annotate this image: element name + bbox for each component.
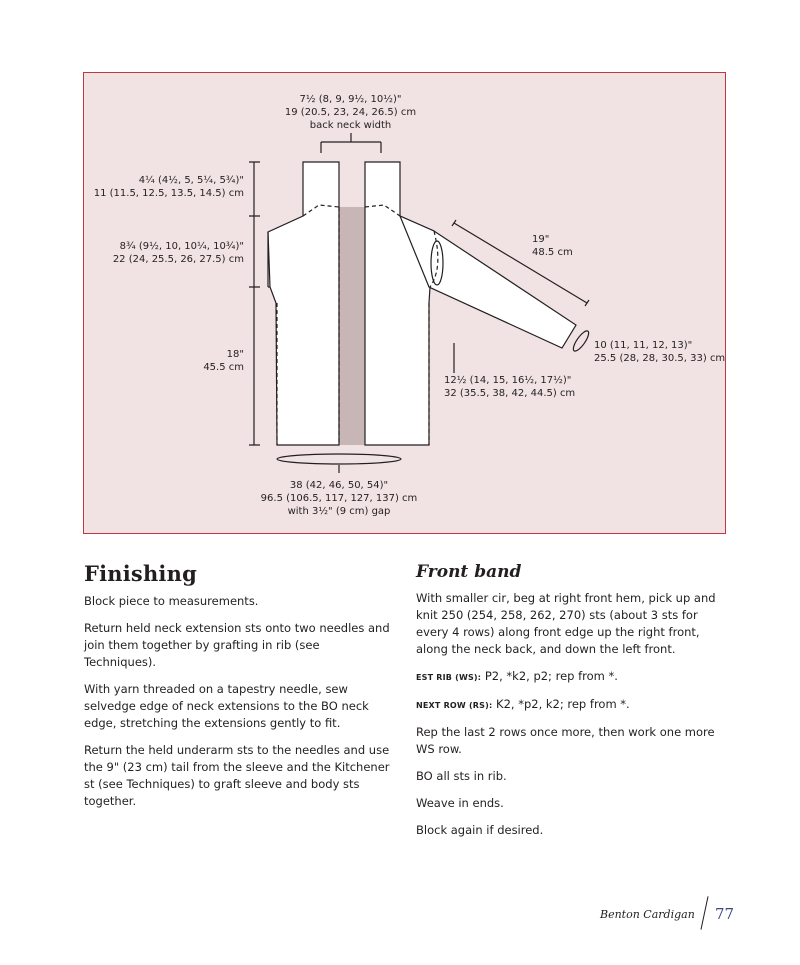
- chest-oval: [277, 454, 401, 464]
- weave-instruction: Weave in ends.: [416, 796, 504, 810]
- finishing-column: [84, 593, 394, 820]
- rep-instruction: Rep the last 2 rows once more, then work one more WS row.: [416, 725, 715, 756]
- page-number: 77: [715, 905, 735, 923]
- sleeve-length-label: 19" 48.5 cm: [532, 234, 573, 258]
- right-front-outline: [365, 162, 434, 445]
- folio-divider: [700, 896, 708, 929]
- finishing-heading: Finishing: [84, 561, 197, 586]
- finishing-paragraph: With yarn threaded on a tapestry needle, sew selvedge edge of neck extensions to the BO neck edge, stretching the extensions gently to fit.: [84, 682, 369, 730]
- upper-arm-label: 12½ (14, 15, 16½, 17½)" 32 (35.5, 38, 42, 44.5) cm: [444, 375, 576, 399]
- cuff-oval: [571, 329, 591, 353]
- running-title: Benton Cardigan: [600, 908, 695, 921]
- finishing-paragraph: Block piece to measurements.: [84, 594, 259, 608]
- finishing-paragraph: Return the held underarm sts to the needles and use the 9" (23 cm) tail from the sleeve and the Kitchener st (see Techniques) to graft sleeve and body sts together.: [84, 743, 390, 808]
- cuff-label: 10 (11, 11, 12, 13)" 25.5 (28, 28, 30.5, 33) cm: [594, 340, 726, 364]
- front-gap: [339, 207, 365, 445]
- est-rib-text: P2, *k2, p2; rep from *.: [481, 669, 618, 683]
- front-band-heading: Front band: [416, 562, 522, 582]
- body-length-label: 18" 45.5 cm: [203, 349, 244, 373]
- length-bracket: [249, 162, 260, 445]
- chest-label: 38 (42, 46, 50, 54)" 96.5 (106.5, 117, 127, 137) cm with 3½" (9 cm) gap: [260, 480, 418, 517]
- next-row-text: K2, *p2, k2; rep from *.: [492, 697, 630, 711]
- left-front-outline: [268, 162, 339, 445]
- next-row: [416, 696, 716, 714]
- front-band-column: [416, 590, 716, 849]
- block-instruction: Block again if desired.: [416, 823, 544, 837]
- est-rib-label: EST RIB (WS):: [416, 673, 482, 682]
- bo-instruction: BO all sts in rib.: [416, 769, 507, 783]
- cardigan-schematic-drawing: [84, 73, 727, 535]
- next-row-label: NEXT ROW (RS):: [416, 701, 493, 710]
- back-neck-bracket: [321, 133, 381, 153]
- finishing-paragraph: Return held neck extension sts onto two needles and join them together by grafting in rib (see Techniques).: [84, 621, 390, 669]
- schematic-diagram: [83, 72, 726, 534]
- neck-height-label: 4¼ (4½, 5, 5¼, 5¾)" 11 (11.5, 12.5, 13.5, 14.5) cm: [93, 175, 244, 199]
- back-neck-label: 7½ (8, 9, 9½, 10½)" 19 (20.5, 23, 24, 26.5) cm back neck width: [284, 94, 417, 131]
- front-band-intro: With smaller cir, beg at right front hem, pick up and knit 250 (254, 258, 262, 270) sts (about 3 sts for every 4 rows) along front edge up the right front, along the neck back, and down the left front.: [416, 591, 716, 656]
- armhole-depth-label: 8¾ (9½, 10, 10¼, 10¾)" 22 (24, 25.5, 26, 27.5) cm: [112, 241, 244, 265]
- est-rib-row: [416, 668, 716, 686]
